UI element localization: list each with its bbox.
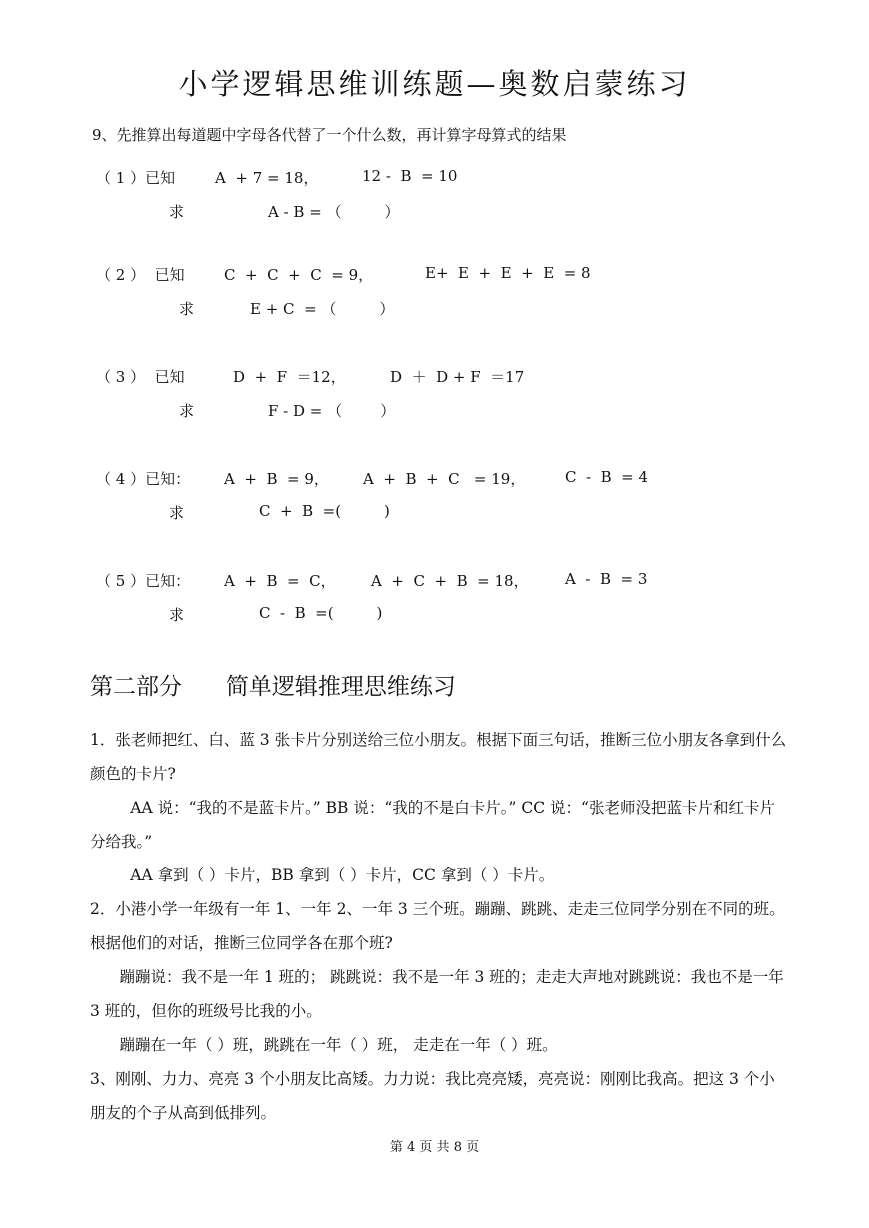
- item-2-label: （ 2 ） 已知: [96, 266, 185, 284]
- item-1-given-1: A + 7 = 18，: [215, 169, 319, 187]
- question-9-intro: 9、先推算出每道题中字母各代替了一个什么数，再计算字母算式的结果: [92, 126, 567, 144]
- item-1-label: （ 1 ）已知: [96, 169, 176, 187]
- item-1-given-2: 12 - B = 10: [362, 167, 458, 185]
- item-3-given-2: D ＋ D + F ＝17: [390, 368, 525, 386]
- problem-1-quotes: AA 说：“我的不是蓝卡片。” BB 说：“我的不是白卡片。” CC 说：“张老师没把蓝卡片和红卡片分给我。”: [90, 799, 775, 851]
- page-title: 小学逻辑思维训练题—奥数启蒙练习: [178, 67, 691, 101]
- item-5-ask-label: 求: [169, 606, 185, 624]
- item-5-ask: C - B =( ): [259, 604, 383, 622]
- item-3-ask-label: 求: [179, 402, 195, 420]
- item-4-label: （ 4 ）已知：: [96, 470, 191, 488]
- problem-3-text: 3、刚刚、力力、亮亮 3 个小朋友比高矮。力力说：我比亮亮矮，亮亮说：刚刚比我高。把这 3 个小朋友的个子从高到低排列。: [90, 1070, 775, 1122]
- item-4-given-3: C - B = 4: [565, 468, 649, 486]
- item-3-label: （ 3 ） 已知: [96, 368, 185, 386]
- problem-2-text: 2．小港小学一年级有一年 1、一年 2、一年 3 三个班。蹦蹦、跳跳、走走三位同学分别在不同的班。根据他们的对话，推断三位同学各在那个班?: [90, 900, 785, 952]
- item-5-given-1: A + B = C，: [224, 572, 336, 590]
- problem-2-quotes: 蹦蹦说：我不是一年 1 班的； 跳跳说：我不是一年 3 班的；走走大声地对跳跳说：我也不是一年 3 班的，但你的班级号比我的小。: [90, 968, 784, 1020]
- item-4-ask: C + B =( ): [259, 502, 390, 520]
- problem-1-answer: AA 拿到（ ）卡片，BB 拿到（ ）卡片，CC 拿到（ ）卡片。: [130, 866, 555, 884]
- page-footer: 第 4 页 共 8 页: [389, 1140, 480, 1155]
- item-2-given-2: E+ E + E + E = 8: [425, 264, 591, 282]
- item-2-given-1: C + C + C = 9，: [224, 266, 374, 284]
- item-1-ask: A - B = （ ）: [268, 203, 400, 221]
- item-3-ask: F - D = （ ）: [268, 402, 396, 420]
- item-5-label: （ 5 ）已知：: [96, 572, 191, 590]
- part-2-heading: 第二部分 简单逻辑推理思维练习: [90, 674, 456, 700]
- item-3-given-1: D + F ＝12，: [233, 368, 346, 386]
- item-5-given-2: A + C + B = 18，: [371, 572, 529, 590]
- item-2-ask: E + C = （ ）: [250, 300, 395, 318]
- item-1-ask-label: 求: [169, 203, 185, 221]
- item-4-given-1: A + B = 9，: [224, 470, 329, 488]
- item-4-given-2: A + B + C = 19，: [363, 470, 526, 488]
- item-4-ask-label: 求: [169, 504, 185, 522]
- item-5-given-3: A - B = 3: [565, 570, 648, 588]
- problem-2-answer: 蹦蹦在一年（ ）班，跳跳在一年（ ）班， 走走在一年（ ）班。: [119, 1036, 558, 1054]
- problem-1-text: 1．张老师把红、白、蓝 3 张卡片分别送给三位小朋友。根据下面三句话，推断三位小朋友各拿到什么颜色的卡片?: [90, 731, 787, 783]
- item-2-ask-label: 求: [179, 300, 195, 318]
